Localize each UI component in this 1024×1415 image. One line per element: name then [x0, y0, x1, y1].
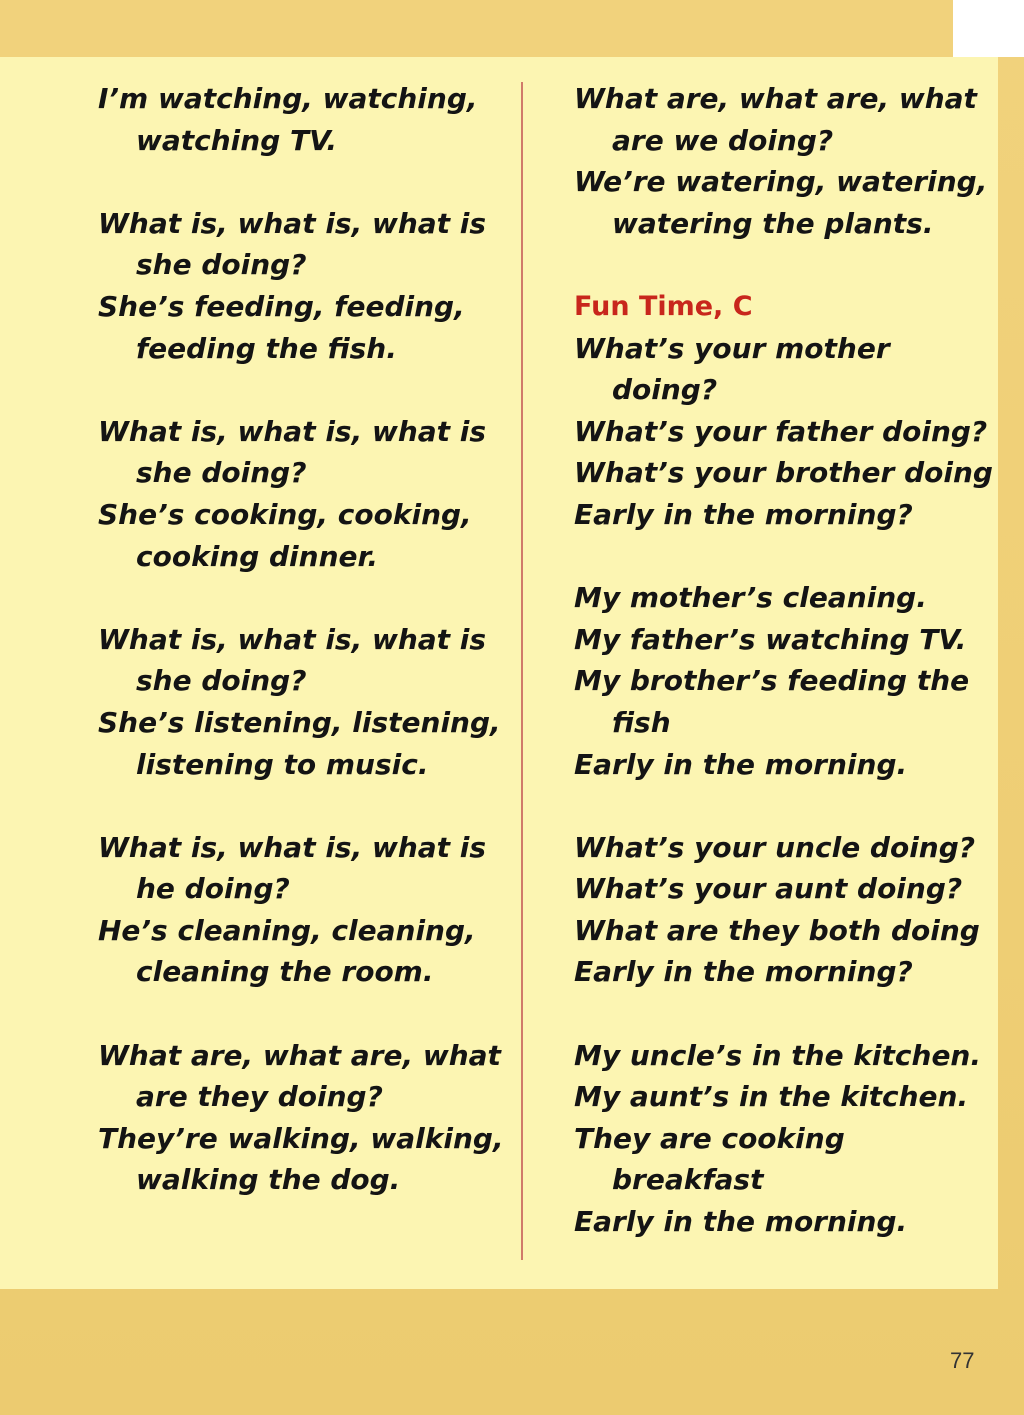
left-column: [98, 78, 518, 1243]
verse-line: She’s feeding, feeding,: [98, 289, 465, 323]
verse-line: she doing?: [136, 248, 307, 282]
section-title: Fun Time, C: [574, 290, 753, 322]
right-column: [574, 78, 993, 1284]
verse-line: We’re watering, watering,: [574, 165, 988, 199]
verse-line: What is, what is, what is: [98, 206, 487, 240]
verse-line: My brother’s feeding the: [574, 664, 970, 698]
stanza: [574, 78, 989, 244]
corner-background: [953, 0, 1024, 57]
verse-line: What are, what are, what: [574, 82, 977, 115]
verse-line: walking the dog.: [136, 1163, 401, 1197]
verse-line: she doing?: [136, 664, 307, 698]
verse-line: She’s listening, listening,: [98, 705, 501, 739]
column-divider: [521, 82, 523, 1260]
verse-line: watching TV.: [136, 123, 338, 157]
verse-line: My mother’s cleaning.: [574, 581, 927, 615]
stanza: [574, 286, 993, 536]
verse-line: cooking dinner.: [136, 539, 378, 573]
stanza: [98, 1035, 518, 1201]
stanza: [98, 619, 518, 785]
verse-line: he doing?: [136, 872, 290, 906]
verse-line: What’s your brother doing: [574, 456, 993, 490]
verse-line: are they doing?: [136, 1080, 383, 1114]
verse-line: I’m watching, watching,: [98, 82, 478, 115]
verse-line: He’s cleaning, cleaning,: [98, 913, 476, 947]
verse-line: are we doing?: [612, 123, 834, 157]
verse-line: What’s your mother: [574, 331, 890, 365]
stanza: [98, 78, 518, 161]
verse-line: My aunt’s in the kitchen.: [574, 1080, 969, 1114]
verse-line: Early in the morning?: [574, 497, 913, 531]
verse-line: They are cooking: [574, 1121, 845, 1155]
verse-line: Early in the morning.: [574, 747, 908, 781]
verse-line: What’s your uncle doing?: [574, 830, 976, 864]
verse-line: Early in the morning?: [574, 955, 913, 989]
verse-line: What’s your aunt doing?: [574, 872, 963, 906]
verse-line: What are they both doing: [574, 913, 980, 947]
verse-line: My uncle’s in the kitchen.: [574, 1038, 981, 1072]
verse-line: she doing?: [136, 456, 307, 490]
verse-line: watering the plants.: [612, 206, 934, 240]
verse-line: doing?: [612, 373, 718, 407]
verse-line: cleaning the room.: [136, 955, 434, 989]
stanza: [574, 577, 989, 785]
verse-line: breakfast: [612, 1163, 764, 1197]
stanza: [98, 827, 518, 993]
stanza: [574, 827, 989, 993]
stanza: [574, 1035, 989, 1243]
verse-line: feeding the fish.: [136, 331, 397, 365]
verse-line: What is, what is, what is: [98, 622, 487, 656]
verse-line: Early in the morning.: [574, 1205, 908, 1239]
verse-line: They’re walking, walking,: [98, 1121, 504, 1155]
verse-line: fish: [612, 705, 671, 739]
page-number: 77: [950, 1348, 975, 1373]
verse-line: My father’s watching TV.: [574, 622, 967, 656]
verse-line: listening to music.: [136, 747, 429, 781]
verse-line: What is, what is, what is: [98, 414, 487, 448]
verse-line: What is, what is, what is: [98, 830, 487, 864]
verse-line: What’s your father doing?: [574, 414, 988, 448]
verse-line: What are, what are, what: [98, 1038, 501, 1072]
verse-line: She’s cooking, cooking,: [98, 497, 472, 531]
stanza: [98, 411, 518, 577]
stanza: [98, 203, 518, 369]
